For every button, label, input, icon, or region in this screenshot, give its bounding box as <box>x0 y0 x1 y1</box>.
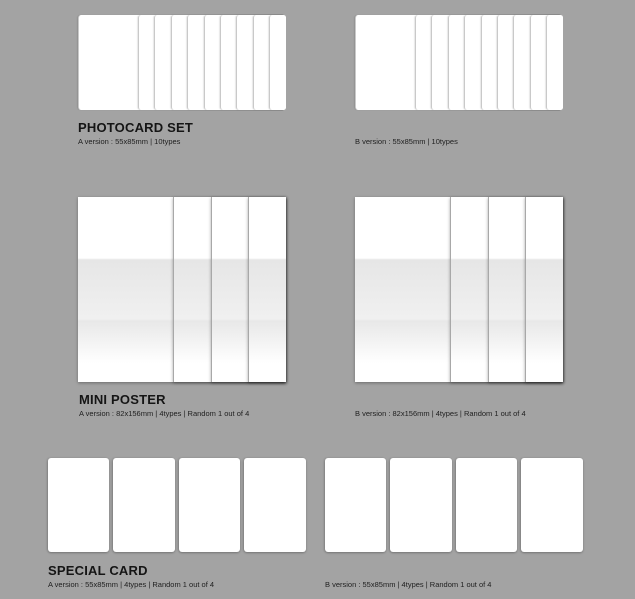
mini-poster-title: MINI POSTER <box>79 392 166 407</box>
special-card-a-1 <box>48 458 109 552</box>
photocard-b-caption: B version : 55x85mm | 10types <box>355 137 458 146</box>
special-card-a-2 <box>113 458 175 552</box>
photocard-a-card <box>269 15 286 110</box>
special-card-a-4 <box>244 458 306 552</box>
special-card-b-3 <box>456 458 517 552</box>
photocard-a-caption: A version : 55x85mm | 10types <box>78 137 181 146</box>
special-card-b-1 <box>325 458 386 552</box>
mini-poster-a-caption: A version : 82x156mm | 4types | Random 1 out of 4 <box>79 409 250 418</box>
photocard-title: PHOTOCARD SET <box>78 120 194 135</box>
special-card-a-3 <box>179 458 240 552</box>
mini-poster-b-sheet <box>525 197 563 382</box>
photocard-b-card <box>546 15 563 110</box>
mini-poster-b-caption: B version : 82x156mm | 4types | Random 1 out of 4 <box>355 409 526 418</box>
special-card-b-4 <box>521 458 583 552</box>
special-card-title: SPECIAL CARD <box>48 563 148 578</box>
mini-poster-a-sheet <box>248 197 286 382</box>
mini-poster-a-stack <box>78 197 286 382</box>
mini-poster-b-stack <box>355 197 563 382</box>
photocard-b-stack <box>355 15 563 110</box>
special-card-a-caption: A version : 55x85mm | 4types | Random 1 out of 4 <box>48 580 215 589</box>
photocard-a-stack <box>78 15 286 110</box>
special-card-b-caption: B version : 55x85mm | 4types | Random 1 out of 4 <box>325 580 492 589</box>
special-card-b-2 <box>390 458 452 552</box>
